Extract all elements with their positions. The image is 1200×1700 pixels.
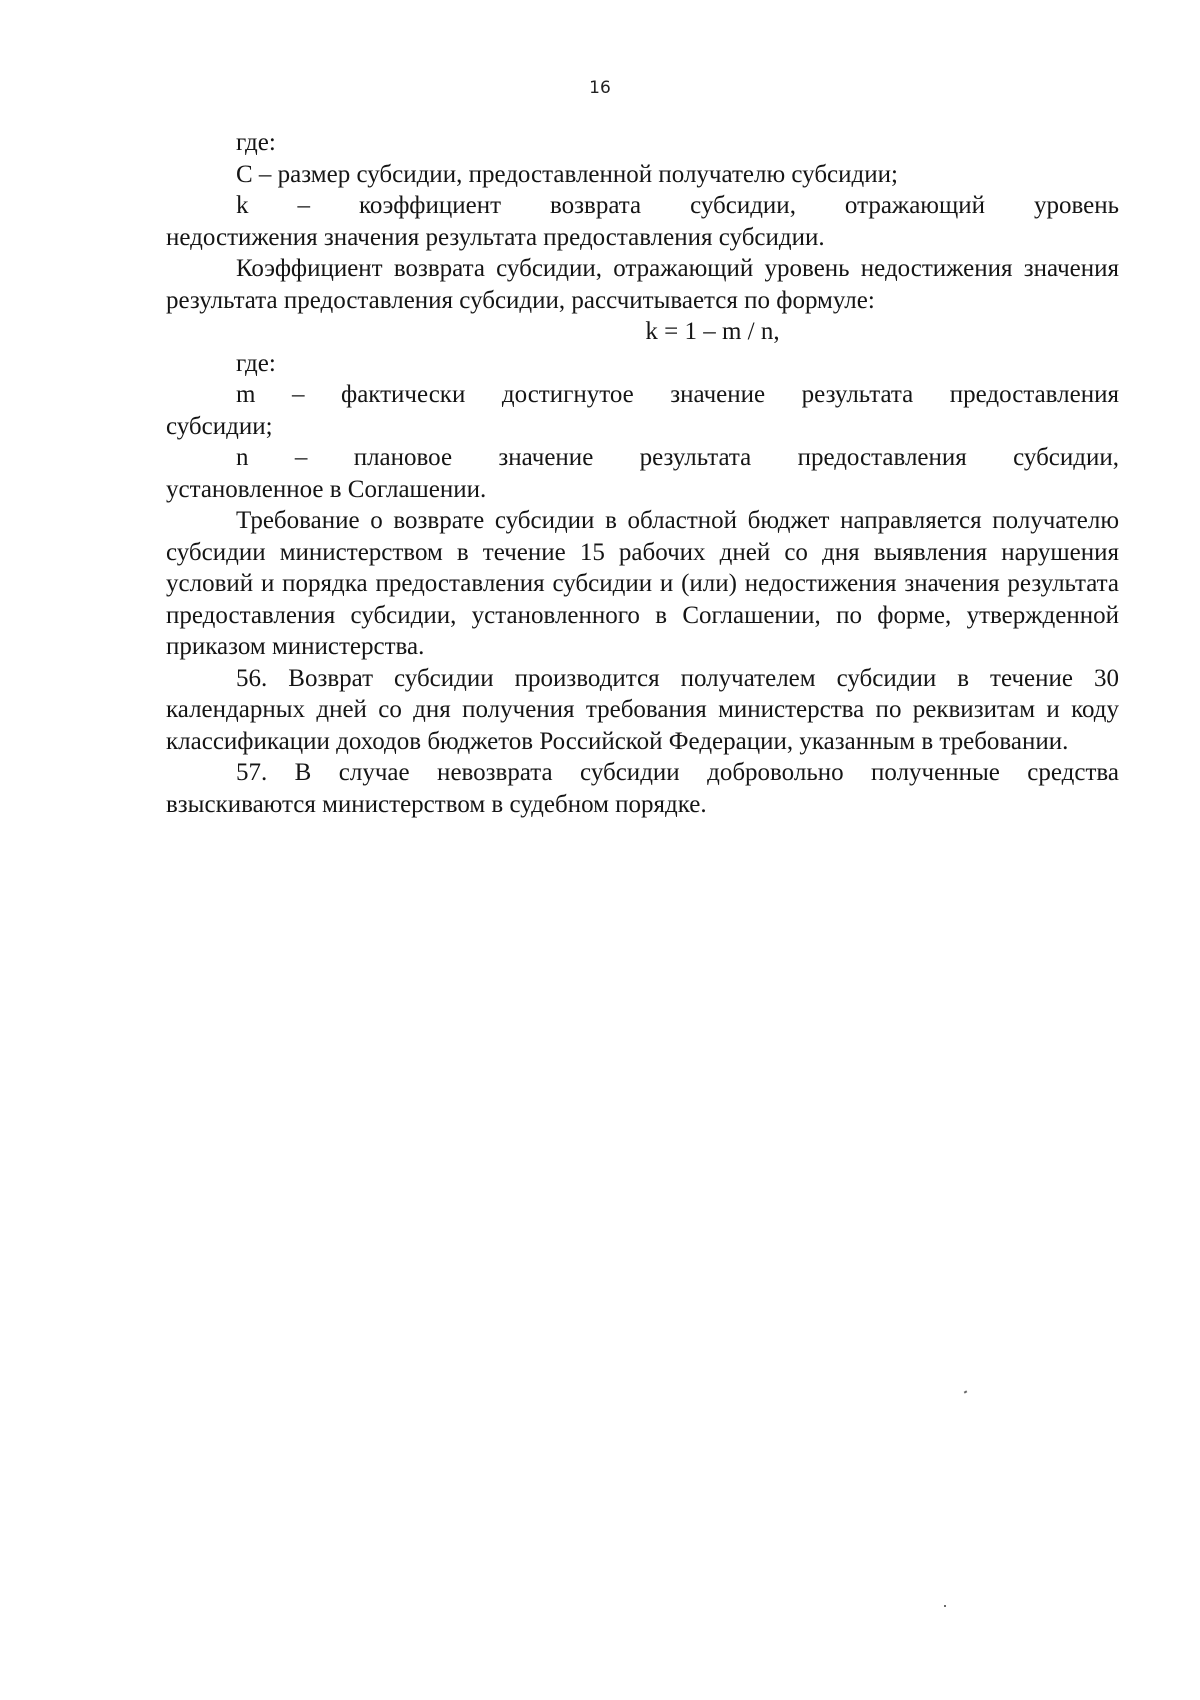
coefficient-paragraph: Коэффициент возврата субсидии, отражающий уровень недостижения значения результата предоставления субсидии, рассчитывается по формуле: (166, 255, 1119, 314)
page-number: 16 (589, 78, 611, 98)
definition-k-line-1: k – коэффициент возврата субсидии, отражающий уровень (236, 192, 1119, 219)
scan-artifact-mark (944, 1605, 946, 1607)
where-label-1: где: (236, 129, 276, 156)
formula: k = 1 – m / n, (645, 318, 780, 345)
definition-k-line-2: недостижения значения результата предоставления субсидии. (166, 223, 825, 251)
definition-n-line-1: n – плановое значение результата предоставления субсидии, (236, 444, 1119, 471)
document-body (166, 127, 1119, 820)
where-label-2: где: (236, 349, 276, 377)
definition-m-line-2: субсидии; (166, 412, 273, 440)
definition-n-line-2: установленное в Соглашении. (166, 475, 487, 503)
clause-56: 56. Возврат субсидии производится получателем субсидии в течение 30 календарных дней со дня получения требования министерства по реквизитам и коду классификации доходов бюджетов Российской Федерации, указанным в требовании. (166, 664, 1119, 755)
scan-artifact-mark (964, 1390, 968, 1393)
definition-c: С – размер субсидии, предоставленной получателю субсидии; (236, 160, 898, 188)
requirement-paragraph: Требование о возврате субсидии в областной бюджет направляется получателю субсидии министерством в течение 15 рабочих дней со дня выявления нарушения условий и порядка предоставления субсидии и (или) недостижения значения результата предоставления субсидии, установленного в Соглашении, по форме, утвержденной приказом министерства. (166, 507, 1119, 660)
definition-m-line-1: m – фактически достигнутое значение результата предоставления (236, 381, 1119, 408)
clause-57: 57. В случае невозврата субсидии добровольно полученные средства взыскиваются министерством в судебном порядке. (166, 759, 1119, 818)
